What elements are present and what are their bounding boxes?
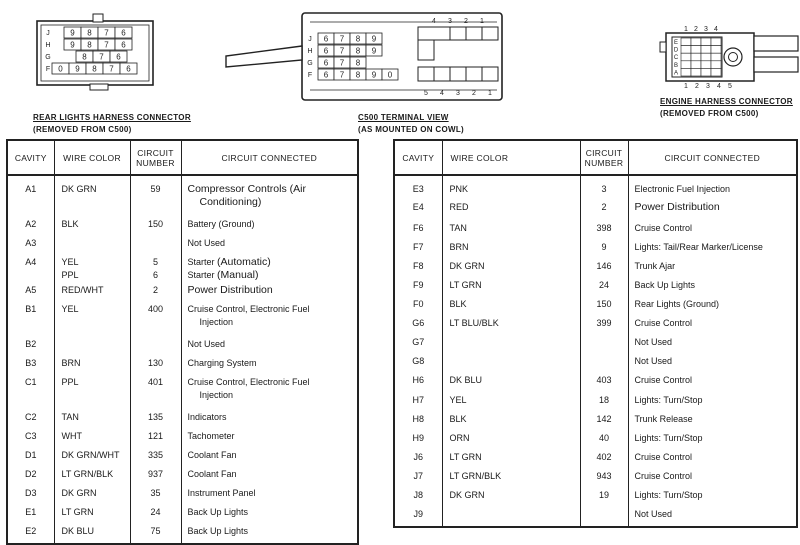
circuit-connected-cell: Not Used — [181, 338, 358, 357]
terminal-pin-number: 6 — [323, 34, 329, 44]
circuit-number-cell — [580, 336, 628, 355]
table-row — [394, 451, 797, 470]
engine-pin-cell — [691, 38, 701, 46]
engine-row-label: E — [673, 40, 679, 46]
connector-diagrams — [0, 0, 800, 112]
c500-terminal-title: C500 TERMINAL VIEW — [358, 113, 449, 122]
wire-color-cell: ORN — [442, 432, 580, 451]
wire-color-cell: LT GRN — [442, 279, 580, 298]
cavity-cell: E3 — [394, 175, 442, 201]
circuit-number-cell: 2 — [130, 284, 181, 303]
engine-pin-cell — [681, 38, 691, 46]
circuit-number-cell: 398 — [580, 222, 628, 241]
circuit-number-cell: 9 — [580, 241, 628, 260]
wire-color-header: WIRE COLOR — [54, 140, 130, 175]
wire-color-cell: DK GRN — [54, 487, 130, 506]
terminal-pin-number: 9 — [371, 34, 377, 44]
engine-top-number: 3 — [704, 26, 708, 33]
circuit-number-cell: 24 — [130, 506, 181, 525]
cavity-cell: B3 — [7, 357, 54, 376]
engine-connector-title: ENGINE HARNESS CONNECTOR — [660, 97, 793, 106]
wire-color-cell: PPL — [54, 376, 130, 411]
table-row — [7, 506, 358, 525]
circuit-number-cell — [130, 338, 181, 357]
table-row — [7, 468, 358, 487]
terminal-top-number: 4 — [432, 18, 436, 25]
rear-pin-number: 7 — [109, 64, 114, 74]
terminal-pin-number: 7 — [339, 46, 345, 56]
rear-connector-title: REAR LIGHTS HARNESS CONNECTOR — [33, 113, 191, 122]
engine-pin-cell — [701, 53, 711, 61]
terminal-bottom-number: 2 — [472, 90, 476, 97]
cavity-cell: A2 — [7, 218, 54, 237]
wire-color-cell: RED/WHT — [54, 284, 130, 303]
wire-color-cell: LT BLU/BLK — [442, 317, 580, 336]
cavity-cell: F7 — [394, 241, 442, 260]
engine-pin-cell — [711, 68, 721, 76]
rear-pin-number: 9 — [70, 28, 75, 38]
terminal-pin-number: 8 — [355, 46, 361, 56]
wire-color-cell: DK GRN — [54, 175, 130, 218]
rear-pin-number: 7 — [104, 40, 109, 50]
terminal-bottom-number: 1 — [488, 90, 492, 97]
table-row — [7, 487, 358, 506]
wire-color-cell: BLK — [54, 218, 130, 237]
cavity-cell: C3 — [7, 430, 54, 449]
cavity-cell: H7 — [394, 394, 442, 413]
circuit-connected-cell: Lights: Turn/Stop — [628, 432, 797, 451]
engine-row-label: D — [673, 47, 679, 54]
right-wiring-table — [393, 139, 798, 528]
wire-color-cell: BRN — [442, 241, 580, 260]
terminal-pin-number: 8 — [355, 34, 361, 44]
circuit-number-cell: 135 — [130, 411, 181, 430]
rear-pin-number: 9 — [70, 40, 75, 50]
terminal-row-label: G — [307, 60, 313, 67]
terminal-pin-number: 0 — [387, 70, 393, 80]
engine-pin-cell — [691, 53, 701, 61]
engine-pin-cell — [691, 68, 701, 76]
rear-pin-number: 7 — [104, 28, 109, 38]
circuit-number-cell: 399 — [580, 317, 628, 336]
cavity-cell: A4 — [7, 256, 54, 284]
wire-color-cell: BRN — [54, 357, 130, 376]
circuit-number-cell: 403 — [580, 374, 628, 393]
terminal-pin-number: 9 — [371, 46, 377, 56]
circuit-number-cell: 40 — [580, 432, 628, 451]
cavity-cell: J9 — [394, 508, 442, 527]
circuit-connected-cell: Trunk Release — [628, 413, 797, 432]
left-wiring-table — [6, 139, 359, 545]
wire-color-cell: LT GRN — [442, 451, 580, 470]
circuit-number-cell — [580, 355, 628, 374]
circuit-connected-cell: Coolant Fan — [181, 449, 358, 468]
engine-pin-cell — [711, 38, 721, 46]
engine-pin-cell — [701, 46, 711, 54]
cavity-cell: E2 — [7, 525, 54, 544]
wire-color-cell: DK GRN — [442, 489, 580, 508]
engine-pin-cell — [681, 53, 691, 61]
terminal-top-number: 3 — [448, 18, 452, 25]
engine-row-label: A — [673, 70, 679, 77]
wire-color-cell: WHT — [54, 430, 130, 449]
wire-color-cell: RED — [442, 201, 580, 222]
wire-color-cell: PNK — [442, 175, 580, 201]
engine-pin-cell — [691, 61, 701, 69]
engine-pin-cell — [701, 38, 711, 46]
cavity-cell: G6 — [394, 317, 442, 336]
rear-pin-number: 0 — [58, 64, 63, 74]
table-row — [394, 336, 797, 355]
circuit-connected-cell: Lights: Turn/Stop — [628, 489, 797, 508]
rear-lights-connector-diagram — [37, 14, 153, 90]
circuit-connected-cell: Starter (Automatic) Starter (Manual) — [181, 256, 358, 284]
cavity-cell: F0 — [394, 298, 442, 317]
wire-color-cell: YEL — [54, 303, 130, 338]
engine-pin-cell — [681, 46, 691, 54]
wire-color-cell: DK BLU — [442, 374, 580, 393]
circuit-connected-cell: Tachometer — [181, 430, 358, 449]
rear-pin-number: 6 — [116, 52, 121, 62]
table-row — [7, 430, 358, 449]
cavity-cell: G8 — [394, 355, 442, 374]
circuit-connected-header: CIRCUIT CONNECTED — [181, 140, 358, 175]
rear-pin-number: 8 — [87, 40, 92, 50]
cavity-cell: F8 — [394, 260, 442, 279]
cavity-cell: E1 — [7, 506, 54, 525]
circuit-connected-cell: Not Used — [628, 355, 797, 374]
wire-color-cell: YEL — [442, 394, 580, 413]
table-row — [7, 175, 358, 218]
wire-color-cell: DK BLU — [54, 525, 130, 544]
circuit-connected-cell: Lights: Turn/Stop — [628, 394, 797, 413]
circuit-connected-cell: Battery (Ground) — [181, 218, 358, 237]
circuit-connected-cell: Cruise Control — [628, 317, 797, 336]
rear-pin-number: 6 — [126, 64, 131, 74]
cavity-cell: J7 — [394, 470, 442, 489]
cavity-cell: G7 — [394, 336, 442, 355]
rear-pin-number: 7 — [99, 52, 104, 62]
cavity-cell: E4 — [394, 201, 442, 222]
engine-pin-cell — [711, 46, 721, 54]
circuit-number-cell: 24 — [580, 279, 628, 298]
table-row — [7, 357, 358, 376]
table-row — [7, 237, 358, 256]
wire-color-cell — [442, 508, 580, 527]
circuit-number-header: CIRCUIT NUMBER — [130, 140, 181, 175]
engine-pin-cell — [691, 46, 701, 54]
table-header-row — [7, 140, 358, 175]
engine-bottom-number: 1 — [684, 83, 688, 90]
rear-pin-number: 6 — [121, 40, 126, 50]
terminal-row-label: H — [307, 48, 313, 55]
table-row — [394, 260, 797, 279]
circuit-connected-cell: Power Distribution — [628, 201, 797, 222]
wire-color-cell — [442, 355, 580, 374]
circuit-connected-cell: Not Used — [628, 336, 797, 355]
circuit-number-cell: 335 — [130, 449, 181, 468]
rear-pin-number: 8 — [82, 52, 87, 62]
cavity-cell: D3 — [7, 487, 54, 506]
circuit-number-cell: 146 — [580, 260, 628, 279]
wire-color-cell: DK GRN — [442, 260, 580, 279]
circuit-connected-cell: Not Used — [628, 508, 797, 527]
circuit-connected-cell: Power Distribution — [181, 284, 358, 303]
engine-bottom-number: 5 — [728, 83, 732, 90]
terminal-bottom-number: 5 — [424, 90, 428, 97]
wire-color-cell: LT GRN/BLK — [54, 468, 130, 487]
engine-pin-cell — [701, 68, 711, 76]
table-row — [394, 317, 797, 336]
table-row — [7, 284, 358, 303]
rear-pin-number: 9 — [75, 64, 80, 74]
cavity-cell: J8 — [394, 489, 442, 508]
terminal-pin-number: 7 — [339, 34, 345, 44]
engine-row-label: B — [673, 62, 679, 69]
cavity-cell: F6 — [394, 222, 442, 241]
engine-connector-diagram — [660, 26, 798, 90]
circuit-connected-cell: Cruise Control — [628, 470, 797, 489]
rear-pin-number: 8 — [87, 28, 92, 38]
table-row — [7, 449, 358, 468]
circuit-number-cell: 18 — [580, 394, 628, 413]
table-row — [7, 411, 358, 430]
circuit-connected-cell: Cruise Control — [628, 222, 797, 241]
rear-pin-number: 6 — [121, 28, 126, 38]
circuit-number-cell: 35 — [130, 487, 181, 506]
engine-top-number: 4 — [714, 26, 718, 33]
circuit-connected-cell: Indicators — [181, 411, 358, 430]
cavity-cell: H9 — [394, 432, 442, 451]
table-row — [7, 303, 358, 338]
circuit-number-cell: 75 — [130, 525, 181, 544]
circuit-connected-header: CIRCUIT CONNECTED — [628, 140, 797, 175]
rear-pin-number: 8 — [92, 64, 97, 74]
circuit-number-cell: 401 — [130, 376, 181, 411]
terminal-pin-number: 8 — [355, 58, 361, 68]
table-row — [394, 508, 797, 527]
circuit-number-cell: 142 — [580, 413, 628, 432]
circuit-connected-cell: Rear Lights (Ground) — [628, 298, 797, 317]
engine-row-label: C — [673, 55, 679, 62]
rear-row-label: F — [45, 66, 51, 73]
engine-bottom-number: 4 — [717, 83, 721, 90]
circuit-connected-cell: Back Up Lights — [181, 506, 358, 525]
table-row — [394, 470, 797, 489]
terminal-pin-number: 7 — [339, 58, 345, 68]
cavity-cell: D2 — [7, 468, 54, 487]
table-row — [7, 525, 358, 544]
cavity-cell: H6 — [394, 374, 442, 393]
table-header-row — [394, 140, 797, 175]
cavity-header: CAVITY — [7, 140, 54, 175]
circuit-number-cell: 19 — [580, 489, 628, 508]
wire-color-cell: BLK — [442, 298, 580, 317]
circuit-connected-cell: Cruise Control — [628, 451, 797, 470]
circuit-number-cell: 59 — [130, 175, 181, 218]
terminal-pin-number: 9 — [371, 70, 377, 80]
terminal-pin-number: 6 — [323, 70, 329, 80]
engine-top-number: 2 — [694, 26, 698, 33]
wire-color-cell: BLK — [442, 413, 580, 432]
rear-row-label: J — [46, 30, 50, 37]
circuit-number-cell: 150 — [130, 218, 181, 237]
cavity-cell: C1 — [7, 376, 54, 411]
circuit-connected-cell: Lights: Tail/Rear Marker/License — [628, 241, 797, 260]
table-row — [394, 374, 797, 393]
engine-pin-cell — [711, 61, 721, 69]
c500-terminal-subtitle: (AS MOUNTED ON COWL) — [358, 125, 464, 134]
circuit-connected-cell: Back Up Lights — [181, 525, 358, 544]
circuit-connected-cell: Compressor Controls (Air Conditioning) — [181, 175, 358, 218]
cavity-cell: H8 — [394, 413, 442, 432]
circuit-number-cell: 150 — [580, 298, 628, 317]
engine-pin-cell — [711, 53, 721, 61]
table-row — [394, 413, 797, 432]
table-row — [394, 175, 797, 201]
circuit-number-header: CIRCUIT NUMBER — [580, 140, 628, 175]
wire-color-cell: YEL PPL — [54, 256, 130, 284]
circuit-connected-cell: Cruise Control — [628, 374, 797, 393]
table-row — [7, 376, 358, 411]
rear-row-label: G — [45, 54, 51, 61]
cavity-cell: A1 — [7, 175, 54, 218]
engine-pin-cell — [701, 61, 711, 69]
engine-bottom-number: 3 — [706, 83, 710, 90]
circuit-number-cell: 937 — [130, 468, 181, 487]
wire-color-cell: LT GRN/BLK — [442, 470, 580, 489]
cavity-cell: C2 — [7, 411, 54, 430]
cavity-header: CAVITY — [394, 140, 442, 175]
circuit-connected-cell: Cruise Control, Electronic Fuel Injection — [181, 376, 358, 411]
rear-connector-subtitle: (REMOVED FROM C500) — [33, 125, 132, 134]
table-row — [394, 432, 797, 451]
circuit-number-cell: 3 — [580, 175, 628, 201]
table-row — [394, 241, 797, 260]
wire-color-cell: TAN — [54, 411, 130, 430]
circuit-number-cell: 5 6 — [130, 256, 181, 284]
terminal-bottom-number: 3 — [456, 90, 460, 97]
circuit-connected-cell: Back Up Lights — [628, 279, 797, 298]
rear-row-label: H — [45, 42, 51, 49]
circuit-number-cell: 130 — [130, 357, 181, 376]
wire-color-cell: DK GRN/WHT — [54, 449, 130, 468]
terminal-top-number: 1 — [480, 18, 484, 25]
circuit-number-cell: 943 — [580, 470, 628, 489]
table-row — [394, 355, 797, 374]
table-row — [7, 338, 358, 357]
cavity-cell: J6 — [394, 451, 442, 470]
table-row — [394, 298, 797, 317]
engine-pin-cell — [681, 61, 691, 69]
engine-pin-cell — [681, 68, 691, 76]
cavity-cell: B2 — [7, 338, 54, 357]
circuit-number-cell: 2 — [580, 201, 628, 222]
terminal-pin-number: 6 — [323, 58, 329, 68]
circuit-number-cell: 402 — [580, 451, 628, 470]
engine-connector-subtitle: (REMOVED FROM C500) — [660, 109, 759, 118]
cavity-cell: D1 — [7, 449, 54, 468]
terminal-pin-number: 8 — [355, 70, 361, 80]
wire-color-cell — [442, 336, 580, 355]
table-row — [394, 222, 797, 241]
terminal-row-label: J — [308, 36, 312, 43]
circuit-number-cell: 121 — [130, 430, 181, 449]
circuit-number-cell — [580, 508, 628, 527]
terminal-pin-number: 7 — [339, 70, 345, 80]
circuit-connected-cell: Electronic Fuel Injection — [628, 175, 797, 201]
circuit-number-cell: 400 — [130, 303, 181, 338]
terminal-bottom-number: 4 — [440, 90, 444, 97]
wire-color-cell — [54, 338, 130, 357]
circuit-connected-cell: Coolant Fan — [181, 468, 358, 487]
wire-color-cell: LT GRN — [54, 506, 130, 525]
circuit-connected-cell: Charging System — [181, 357, 358, 376]
table-row — [7, 256, 358, 284]
circuit-connected-cell: Not Used — [181, 237, 358, 256]
table-row — [394, 279, 797, 298]
table-row — [7, 218, 358, 237]
wire-color-header: WIRE COLOR — [442, 140, 580, 175]
cavity-cell: B1 — [7, 303, 54, 338]
cavity-cell: F9 — [394, 279, 442, 298]
circuit-connected-cell: Instrument Panel — [181, 487, 358, 506]
circuit-number-cell — [130, 237, 181, 256]
terminal-pin-number: 6 — [323, 46, 329, 56]
c500-terminal-diagram — [226, 13, 502, 100]
terminal-top-number: 2 — [464, 18, 468, 25]
circuit-connected-cell: Cruise Control, Electronic Fuel Injection — [181, 303, 358, 338]
table-row — [394, 201, 797, 222]
cavity-cell: A3 — [7, 237, 54, 256]
engine-top-number: 1 — [684, 26, 688, 33]
circuit-connected-cell: Trunk Ajar — [628, 260, 797, 279]
table-row — [394, 394, 797, 413]
wire-color-cell: TAN — [442, 222, 580, 241]
table-row — [394, 489, 797, 508]
engine-bottom-number: 2 — [695, 83, 699, 90]
wire-color-cell — [54, 237, 130, 256]
cavity-cell: A5 — [7, 284, 54, 303]
terminal-row-label: F — [307, 72, 313, 79]
